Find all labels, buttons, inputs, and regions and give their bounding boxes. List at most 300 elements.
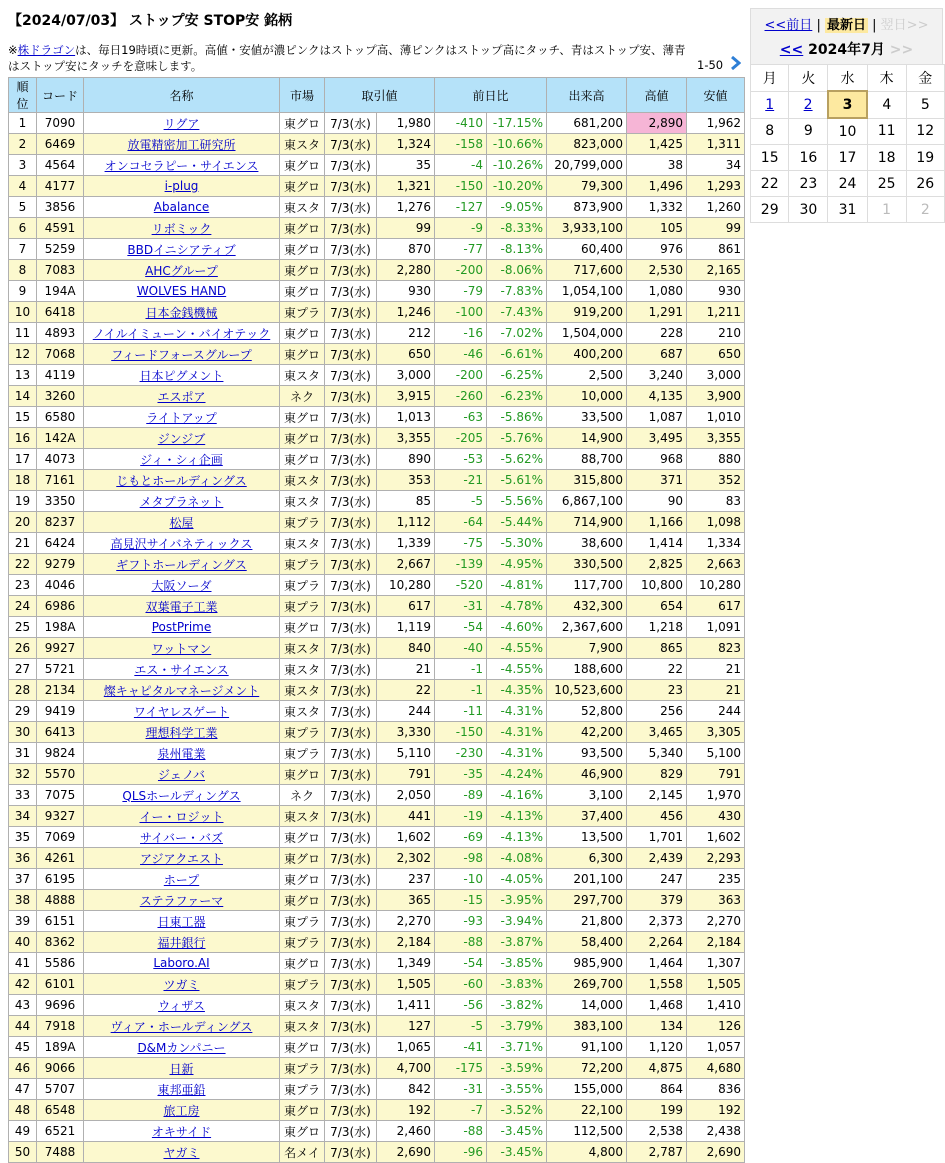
code-cell: 7083 [37,260,84,281]
volume-cell: 117,700 [547,575,627,596]
stock-name-link[interactable]: ライトアップ [146,410,217,425]
stock-name-link[interactable]: ノイルイミューン・バイオテック [92,326,271,341]
rank-cell: 50 [9,1142,37,1163]
rank-cell: 3 [9,155,37,176]
stock-name-link[interactable]: ギフトホールディングス [116,557,247,572]
change-pct-cell: -7.43% [487,302,547,323]
rank-cell: 13 [9,365,37,386]
volume-cell: 2,500 [547,365,627,386]
calendar-day: 23 [789,171,828,197]
low-cell: 210 [687,323,745,344]
stock-name-link[interactable]: 日新 [169,1061,194,1076]
stock-name-cell [84,491,280,512]
stock-name-cell [84,554,280,575]
calendar-day: 11 [867,118,906,145]
change-pct-cell: -3.83% [487,974,547,995]
stock-name-link[interactable]: ジィ・シィ企画 [140,452,223,467]
date-cell: 7/3(水) [325,659,377,680]
low-cell: 1,260 [687,197,745,218]
stock-name-cell [84,1121,280,1142]
stock-name-link[interactable]: 双葉電子工業 [145,599,218,614]
nav-separator: | [816,18,821,33]
market-cell: 東プラ [280,1079,325,1100]
change-pct-cell: -3.87% [487,932,547,953]
market-cell: 東プラ [280,1058,325,1079]
change-cell: -127 [435,197,487,218]
market-cell: ネク [280,386,325,407]
rank-cell: 46 [9,1058,37,1079]
date-cell: 7/3(水) [325,806,377,827]
stock-name-link[interactable]: ツガミ [163,977,200,992]
month-label: 2024年7月 [808,42,885,58]
market-cell: 東グロ [280,218,325,239]
change-pct-cell: -5.56% [487,491,547,512]
market-cell: 東プラ [280,722,325,743]
price-cell: 2,050 [377,785,435,806]
change-pct-cell: -4.08% [487,848,547,869]
low-cell: 363 [687,890,745,911]
stock-name-cell [84,764,280,785]
stock-name-cell [84,533,280,554]
low-cell: 1,098 [687,512,745,533]
low-cell: 1,410 [687,995,745,1016]
change-pct-cell: -8.33% [487,218,547,239]
table-row [9,512,745,533]
change-pct-cell: -4.35% [487,680,547,701]
date-cell: 7/3(水) [325,407,377,428]
code-cell: 6151 [37,911,84,932]
market-cell: 東スタ [280,1016,325,1037]
date-cell: 7/3(水) [325,785,377,806]
nav-separator: | [872,18,877,33]
date-cell: 7/3(水) [325,848,377,869]
change-cell: -200 [435,260,487,281]
price-cell: 127 [377,1016,435,1037]
price-cell: 441 [377,806,435,827]
stock-name-link[interactable]: サイバー・バズ [140,830,223,845]
date-cell: 7/3(水) [325,281,377,302]
change-cell: -46 [435,344,487,365]
price-cell: 1,324 [377,134,435,155]
stock-name-cell [84,134,280,155]
price-cell: 1,411 [377,995,435,1016]
volume-cell: 188,600 [547,659,627,680]
stock-name-link[interactable]: 日東工器 [157,914,206,929]
low-cell: 83 [687,491,745,512]
calendar-day-link[interactable]: 1 [765,96,775,113]
kabu-dragon-link[interactable]: 株ドラゴン [17,43,76,57]
stop-low-table [8,77,745,1163]
change-cell: -79 [435,281,487,302]
stock-name-cell [84,722,280,743]
change-pct-cell: -4.60% [487,617,547,638]
change-pct-cell: -9.05% [487,197,547,218]
code-cell: 7068 [37,344,84,365]
market-cell: 東スタ [280,134,325,155]
rank-cell: 47 [9,1079,37,1100]
market-cell: 東グロ [280,617,325,638]
price-cell: 85 [377,491,435,512]
change-pct-cell: -4.05% [487,869,547,890]
calendar-day: 17 [828,145,867,171]
stock-name-cell [84,281,280,302]
price-cell: 192 [377,1100,435,1121]
code-cell: 189A [37,1037,84,1058]
header-code: コード [37,78,84,113]
date-cell: 7/3(水) [325,302,377,323]
date-cell: 7/3(水) [325,239,377,260]
stock-name-link[interactable]: オキサイド [151,1124,212,1139]
stock-name-link[interactable]: イー・ロジット [139,809,224,824]
low-cell: 1,602 [687,827,745,848]
change-pct-cell: -5.76% [487,428,547,449]
high-cell: 38 [627,155,687,176]
volume-cell: 58,400 [547,932,627,953]
change-cell: -96 [435,1142,487,1163]
prev-month-link[interactable]: << [779,42,804,58]
stock-name-link[interactable]: 福井銀行 [157,935,206,950]
rank-cell: 33 [9,785,37,806]
rank-cell: 37 [9,869,37,890]
calendar-week [751,91,945,118]
calendar-day: 24 [828,171,867,197]
stock-name-cell [84,155,280,176]
low-cell: 192 [687,1100,745,1121]
date-cell: 7/3(水) [325,974,377,995]
rank-cell: 11 [9,323,37,344]
market-cell: 東グロ [280,323,325,344]
date-cell: 7/3(水) [325,491,377,512]
stock-name-link[interactable]: PostPrime [151,620,212,634]
stock-name-cell [84,1079,280,1100]
change-pct-cell: -8.06% [487,260,547,281]
stock-name-link[interactable]: ステラファーマ [139,893,224,908]
low-cell: 4,680 [687,1058,745,1079]
volume-cell: 10,523,600 [547,680,627,701]
stock-name-cell [84,806,280,827]
volume-cell: 269,700 [547,974,627,995]
date-cell: 7/3(水) [325,155,377,176]
price-cell: 1,013 [377,407,435,428]
table-row [9,911,745,932]
table-row [9,953,745,974]
stock-name-link[interactable]: 日本ピグメント [139,368,224,383]
low-cell: 650 [687,344,745,365]
stock-name-link[interactable]: 理想科学工業 [145,725,218,740]
rank-cell: 17 [9,449,37,470]
price-cell: 1,321 [377,176,435,197]
high-cell: 2,890 [627,113,687,134]
high-cell: 10,800 [627,575,687,596]
stock-name-link[interactable]: じもとホールディングス [116,473,247,488]
stock-name-cell [84,890,280,911]
calendar-day: 30 [789,197,828,223]
volume-cell: 46,900 [547,764,627,785]
table-row [9,218,745,239]
code-cell: 4893 [37,323,84,344]
table-row [9,470,745,491]
table-row [9,1079,745,1100]
change-cell: -16 [435,323,487,344]
high-cell: 2,787 [627,1142,687,1163]
table-row [9,134,745,155]
code-cell: 4119 [37,365,84,386]
change-cell: -139 [435,554,487,575]
calendar-day: 22 [751,171,789,197]
volume-cell: 315,800 [547,470,627,491]
header-low: 安値 [687,78,745,113]
market-cell: 東グロ [280,827,325,848]
low-cell: 1,010 [687,407,745,428]
stock-name-link[interactable]: 旅工房 [163,1103,200,1118]
rank-cell: 12 [9,344,37,365]
code-cell: 4564 [37,155,84,176]
stock-name-link[interactable]: D&Mカンパニー [137,1040,226,1055]
change-cell: -40 [435,638,487,659]
rank-cell: 22 [9,554,37,575]
volume-cell: 22,100 [547,1100,627,1121]
high-cell: 1,332 [627,197,687,218]
stock-name-cell [84,113,280,134]
stock-name-link[interactable]: エス・サイエンス [134,662,229,677]
price-cell: 2,302 [377,848,435,869]
stock-name-link[interactable]: ウィザス [158,998,205,1013]
stock-name-link[interactable]: i-plug [164,179,199,193]
change-pct-cell: -4.13% [487,806,547,827]
volume-cell: 93,500 [547,743,627,764]
stock-name-link[interactable]: 松屋 [169,515,194,530]
change-cell: -100 [435,302,487,323]
rank-cell: 31 [9,743,37,764]
code-cell: 7161 [37,470,84,491]
volume-cell: 10,000 [547,386,627,407]
high-cell: 371 [627,470,687,491]
month-nav [751,39,942,59]
volume-cell: 37,400 [547,806,627,827]
table-row [9,932,745,953]
high-cell: 2,373 [627,911,687,932]
price-cell: 1,065 [377,1037,435,1058]
stock-name-cell [84,1100,280,1121]
date-cell: 7/3(水) [325,197,377,218]
stock-name-cell [84,239,280,260]
stock-name-link[interactable]: アジアクエスト [140,851,223,866]
high-cell: 1,414 [627,533,687,554]
price-cell: 353 [377,470,435,491]
stock-name-link[interactable]: リボミック [151,221,212,236]
code-cell: 6101 [37,974,84,995]
prev-day-link[interactable]: <<前日 [764,18,813,33]
market-cell: 東スタ [280,680,325,701]
high-cell: 864 [627,1079,687,1100]
volume-cell: 14,900 [547,428,627,449]
price-cell: 1,980 [377,113,435,134]
high-cell: 1,558 [627,974,687,995]
table-row [9,575,745,596]
change-cell: -54 [435,617,487,638]
price-cell: 1,112 [377,512,435,533]
market-cell: 東グロ [280,428,325,449]
rank-cell: 19 [9,491,37,512]
date-cell: 7/3(水) [325,1058,377,1079]
market-cell: 東プラ [280,974,325,995]
stock-name-link[interactable]: BBDイニシアティブ [127,242,236,257]
table-row [9,1058,745,1079]
price-cell: 617 [377,596,435,617]
date-cell: 7/3(水) [325,449,377,470]
table-row [9,260,745,281]
calendar-day: 16 [789,145,828,171]
note-prefix: ※ [8,43,18,57]
volume-cell: 72,200 [547,1058,627,1079]
low-cell: 617 [687,596,745,617]
calendar-day: 12 [906,118,944,145]
price-cell: 237 [377,869,435,890]
stock-name-link[interactable]: 放電精密加工研究所 [127,137,236,152]
stock-name-link[interactable]: フィードフォースグループ [111,347,252,362]
header-high: 高値 [627,78,687,113]
code-cell: 6521 [37,1121,84,1142]
high-cell: 256 [627,701,687,722]
code-cell: 9927 [37,638,84,659]
price-cell: 3,000 [377,365,435,386]
code-cell: 9279 [37,554,84,575]
stock-name-link[interactable]: 東邦亜鉛 [157,1082,206,1097]
high-cell: 654 [627,596,687,617]
volume-cell: 14,000 [547,995,627,1016]
table-row [9,1121,745,1142]
low-cell: 1,057 [687,1037,745,1058]
volume-cell: 112,500 [547,1121,627,1142]
stock-name-link[interactable]: 燦キャピタルマネージメント [103,683,260,698]
high-cell: 4,875 [627,1058,687,1079]
price-cell: 840 [377,638,435,659]
stock-name-link[interactable]: AHCグループ [145,263,218,278]
change-cell: -200 [435,365,487,386]
stock-name-cell [84,470,280,491]
rank-cell: 43 [9,995,37,1016]
change-pct-cell: -3.45% [487,1142,547,1163]
stock-name-link[interactable]: ジェノバ [157,767,206,782]
change-cell: -1 [435,680,487,701]
market-cell: 東グロ [280,407,325,428]
change-cell: -520 [435,575,487,596]
stock-name-cell [84,659,280,680]
change-cell: -56 [435,995,487,1016]
rank-cell: 26 [9,638,37,659]
stock-name-link[interactable]: エスポア [157,389,206,404]
code-cell: 5570 [37,764,84,785]
stock-name-link[interactable]: Laboro.AI [153,956,210,970]
stock-name-link[interactable]: Abalance [153,200,210,214]
stock-name-link[interactable]: メタプラネット [139,494,224,509]
code-cell: 142A [37,428,84,449]
change-pct-cell: -3.55% [487,1079,547,1100]
stock-name-cell [84,596,280,617]
price-cell: 365 [377,890,435,911]
header-name: 名称 [84,78,280,113]
code-cell: 4177 [37,176,84,197]
stock-name-link[interactable]: ヤガミ [163,1145,200,1160]
high-cell: 1,218 [627,617,687,638]
stock-name-cell [84,260,280,281]
date-cell: 7/3(水) [325,1079,377,1100]
stock-name-link[interactable]: 高見沢サイバネティックス [110,536,253,551]
change-pct-cell: -4.81% [487,575,547,596]
table-row [9,428,745,449]
change-pct-cell: -10.20% [487,176,547,197]
table-row [9,554,745,575]
stock-name-cell [84,785,280,806]
stock-name-link[interactable]: ホープ [163,872,200,887]
stock-name-link[interactable]: ヴィア・ホールディングス [110,1019,253,1034]
page-title: 【2024/07/03】 ストップ安 STOP安 銘柄 [8,13,293,29]
market-cell: 東グロ [280,260,325,281]
stock-name-cell [84,449,280,470]
volume-cell: 823,000 [547,134,627,155]
market-cell: 東プラ [280,932,325,953]
volume-cell: 155,000 [547,1079,627,1100]
rank-cell: 39 [9,911,37,932]
change-cell: -260 [435,386,487,407]
stock-name-link[interactable]: 泉州電業 [157,746,206,761]
change-pct-cell: -3.82% [487,995,547,1016]
stock-name-link[interactable]: リグア [163,116,200,131]
code-cell: 6580 [37,407,84,428]
market-cell: 東グロ [280,176,325,197]
stock-name-link[interactable]: 大阪ソーダ [151,578,212,593]
weekday-label: 金 [906,65,944,92]
change-cell: -60 [435,974,487,995]
table-row [9,323,745,344]
calendar-day-link[interactable]: 2 [803,96,813,113]
stock-name-link[interactable]: ワイヤレスゲート [133,704,230,719]
table-row [9,407,745,428]
stock-name-link[interactable]: ワットマン [151,641,212,656]
date-cell: 7/3(水) [325,323,377,344]
date-cell: 7/3(水) [325,827,377,848]
market-cell: 東プラ [280,743,325,764]
volume-cell: 717,600 [547,260,627,281]
low-cell: 836 [687,1079,745,1100]
market-cell: 東プラ [280,554,325,575]
code-cell: 4046 [37,575,84,596]
price-cell: 870 [377,239,435,260]
code-cell: 9419 [37,701,84,722]
stock-name-cell [84,869,280,890]
price-cell: 1,246 [377,302,435,323]
change-pct-cell: -10.26% [487,155,547,176]
stock-name-cell [84,680,280,701]
rank-cell: 5 [9,197,37,218]
change-cell: -150 [435,176,487,197]
high-cell: 976 [627,239,687,260]
price-cell: 1,119 [377,617,435,638]
stock-name-link[interactable]: 日本金銭機械 [145,305,218,320]
stock-name-link[interactable]: QLSホールディングス [122,788,241,803]
stock-name-link[interactable]: WOLVES HAND [136,284,227,298]
stock-name-link[interactable]: ジンジブ [157,431,206,446]
stock-name-cell [84,932,280,953]
low-cell: 21 [687,680,745,701]
change-cell: -69 [435,827,487,848]
next-page-icon[interactable] [729,56,741,70]
stock-name-link[interactable]: オンコセラピー・サイエンス [104,158,259,173]
high-cell: 228 [627,323,687,344]
market-cell: 東グロ [280,281,325,302]
volume-cell: 4,800 [547,1142,627,1163]
table-row [9,386,745,407]
